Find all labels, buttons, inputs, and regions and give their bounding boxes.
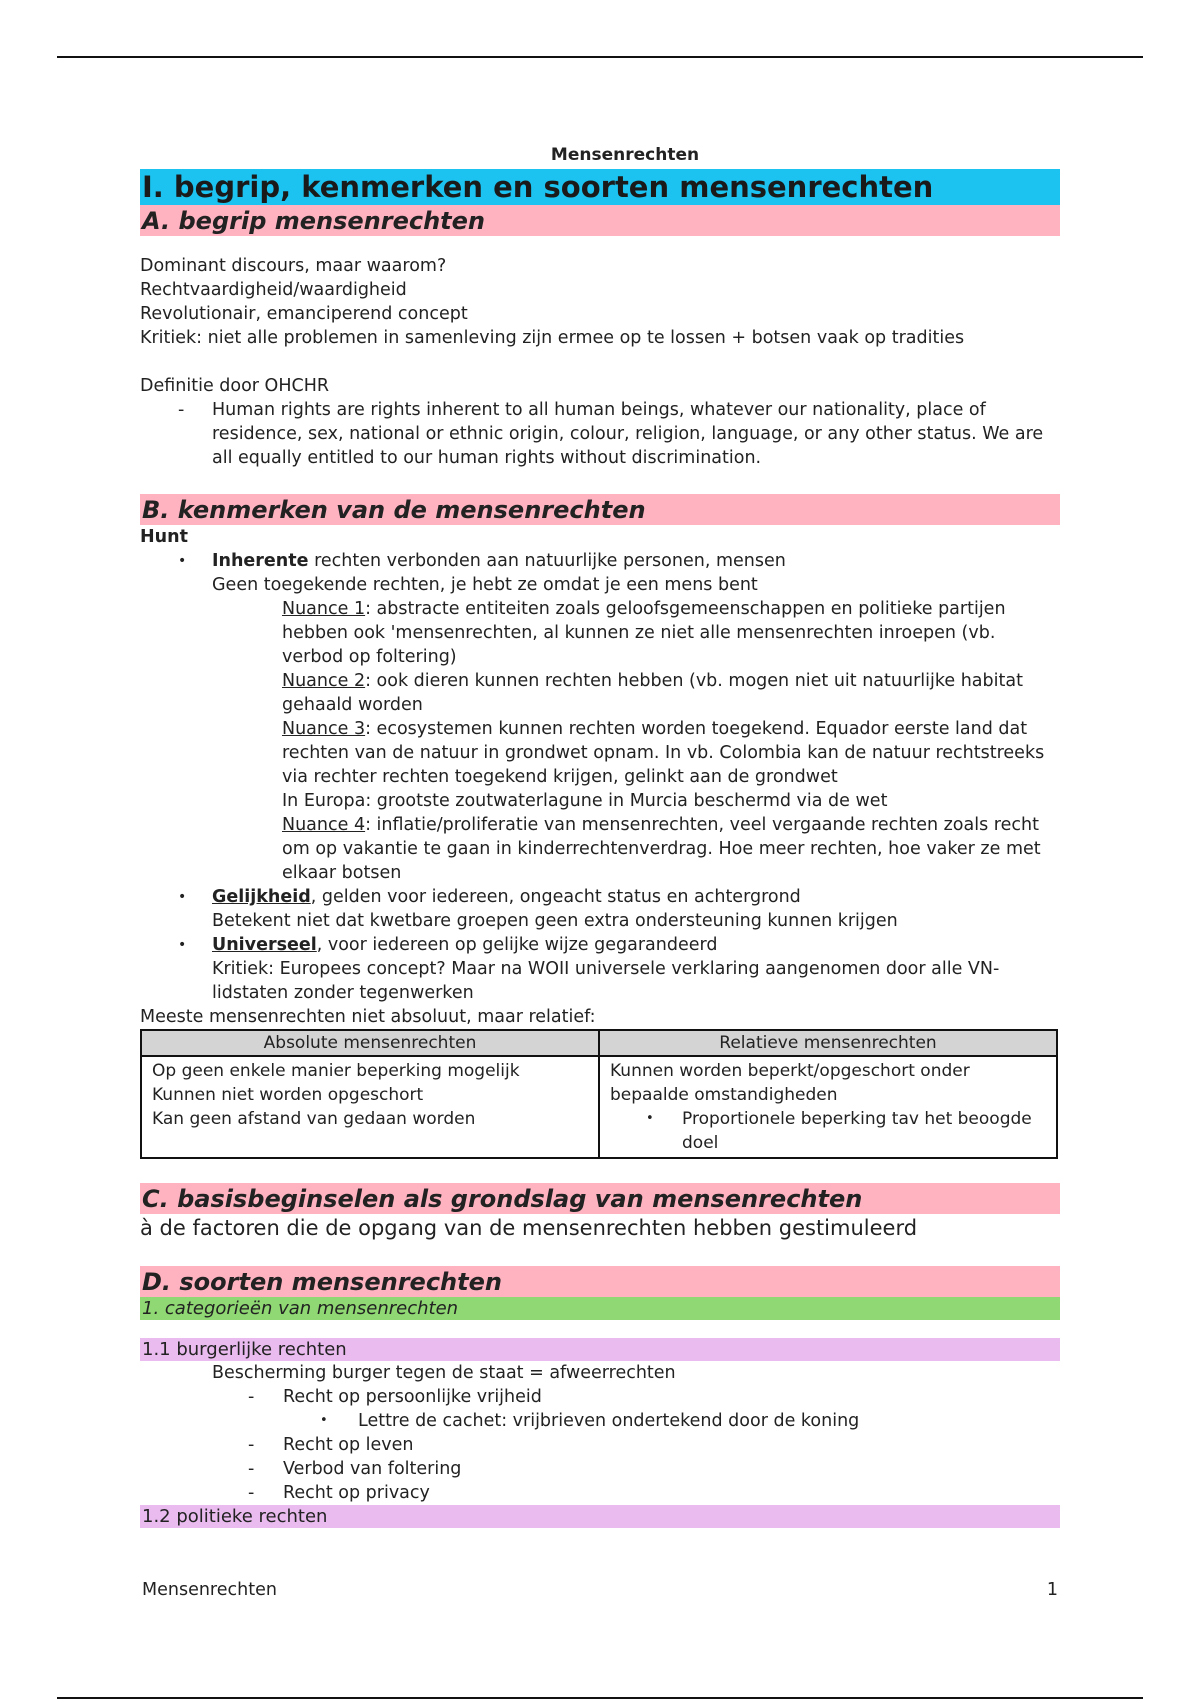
term-inherent: Inherente — [212, 551, 309, 571]
cell-bullet-text: Proportionele beperking tav het beoogde doel — [682, 1109, 1032, 1153]
subsection-heading: 1. categorieën van mensenrechten — [140, 1297, 1060, 1320]
civil-right-text: Recht op privacy — [283, 1483, 430, 1503]
term-universal: Universeel — [212, 935, 317, 955]
term-description: , voor iedereen op gelijke wijze gegarandeerd — [316, 935, 718, 955]
definition-label: Definitie door OHCHR — [140, 376, 330, 396]
source-label: Hunt — [140, 527, 188, 547]
bullet-marker: • — [178, 553, 187, 569]
nuance-text: : inflatie/proliferatie van mensenrechten, veel vergaande rechten zoals recht om op vakantie te gaan in kinderrechtenverdrag. Hoe meer rechten, hoe vaker ze met elkaar botsen — [282, 815, 1041, 883]
civil-right-item — [140, 1385, 1060, 1409]
table-cell-relative — [599, 1056, 1057, 1158]
civil-right-text: Recht op persoonlijke vrijheid — [283, 1387, 542, 1407]
paragraph-line: Dominant discours, maar waarom? — [140, 256, 447, 276]
bullet-marker: • — [646, 1111, 654, 1126]
nuance-label: Nuance 1 — [282, 599, 366, 619]
inherent-sub: Geen toegekende rechten, je hebt ze omdat je een mens bent — [212, 575, 758, 595]
civil-right-item — [140, 1481, 1060, 1505]
list-item-universal — [140, 933, 1060, 957]
list-item-inherent — [140, 549, 1060, 573]
section-d-heading: D. soorten mensenrechten — [140, 1266, 1060, 1297]
page-footer — [142, 1580, 1058, 1600]
definition-item — [140, 398, 1060, 470]
paragraph-line: Kritiek: niet alle problemen in samenleving zijn ermee op te lossen + botsen vaak op tradities — [140, 328, 965, 348]
table-header-row — [141, 1030, 1057, 1056]
term-equality: Gelijkheid — [212, 887, 311, 907]
section-c-text: à de factoren die de opgang van de mensenrechten hebben gestimuleerd — [140, 1216, 918, 1240]
relative-intro: Meeste mensenrechten niet absoluut, maar relatief: — [140, 1007, 596, 1027]
bullet-marker: • — [320, 1413, 328, 1428]
civil-right-item — [140, 1457, 1060, 1481]
bottom-rule — [57, 1697, 1143, 1699]
dash-marker: - — [178, 400, 185, 420]
dash-marker: - — [248, 1459, 255, 1479]
nuance-text: : ecosystemen kunnen rechten worden toegekend. Equador eerste land dat rechten van de natuur in grondwet opnam. In vb. Colombia kan de natuur rechtstreeks via rechter rechten toegekend krijgen, gelinkt aan de grondwet — [282, 719, 1045, 787]
table-header-relative: Relatieve mensenrechten — [599, 1030, 1057, 1056]
cell-bullet-item — [610, 1107, 1046, 1155]
civil-intro: Bescherming burger tegen de staat = afweerrechten — [212, 1363, 676, 1383]
nuance-1 — [140, 597, 1060, 669]
civil-right-subtext: Lettre de cachet: vrijbrieven ondertekend door de koning — [358, 1411, 860, 1431]
document-page — [140, 143, 1060, 1528]
paragraph-line: Revolutionair, emanciperend concept — [140, 304, 468, 324]
civil-right-subitem — [140, 1409, 1060, 1433]
paragraph-line: Rechtvaardigheid/waardigheid — [140, 280, 407, 300]
civil-right-text: Recht op leven — [283, 1435, 414, 1455]
chapter-heading: I. begrip, kenmerken en soorten mensenrechten — [140, 169, 1060, 205]
nuance-label: Nuance 4 — [282, 815, 366, 835]
nuance-label: Nuance 2 — [282, 671, 366, 691]
dash-marker: - — [248, 1387, 255, 1407]
footer-title: Mensenrechten — [142, 1580, 277, 1600]
section-b-heading: B. kenmerken van de mensenrechten — [140, 494, 1060, 525]
section-c-heading: C. basisbeginselen als grondslag van mensenrechten — [140, 1183, 1060, 1214]
civil-right-text: Verbod van foltering — [283, 1459, 462, 1479]
subsubsection-heading-political: 1.2 politieke rechten — [140, 1505, 1060, 1528]
civil-right-item — [140, 1433, 1060, 1457]
definition-text: Human rights are rights inherent to all human beings, whatever our nationality, place of residence, sex, national or ethnic origin, colour, religion, language, or any other status. We are all equally entitled to our human rights without discrimination. — [212, 400, 1044, 468]
nuance-2 — [140, 669, 1060, 717]
bullet-marker: • — [178, 937, 187, 953]
dash-marker: - — [248, 1483, 255, 1503]
cell-line: Kunnen niet worden opgeschort — [152, 1085, 424, 1105]
subsubsection-heading-civil: 1.1 burgerlijke rechten — [140, 1338, 1060, 1361]
page-number: 1 — [1046, 1580, 1058, 1600]
document-title: Mensenrechten — [550, 145, 700, 165]
equality-sub: Betekent niet dat kwetbare groepen geen extra ondersteuning kunnen krijgen — [212, 911, 898, 931]
table-cell-absolute — [141, 1056, 599, 1158]
nuance-text: : abstracte entiteiten zoals geloofsgemeenschappen en politieke partijen hebben ook 'mensenrechten, al kunnen ze niet alle mensenrechten inroepen (vb. verbod op foltering) — [282, 599, 1006, 667]
rights-comparison-table — [140, 1029, 1058, 1159]
dash-marker: - — [248, 1435, 255, 1455]
nuance-text: : ook dieren kunnen rechten hebben (vb. mogen niet uit natuurlijke habitat gehaald worden — [282, 671, 1023, 715]
section-a-heading: A. begrip mensenrechten — [140, 205, 1060, 236]
cell-line: Kan geen afstand van gedaan worden — [152, 1109, 476, 1129]
table-header-absolute: Absolute mensenrechten — [141, 1030, 599, 1056]
list-item-equality — [140, 885, 1060, 909]
term-description: , gelden voor iedereen, ongeacht status en achtergrond — [310, 887, 801, 907]
nuance-4 — [140, 813, 1060, 885]
bullet-marker: • — [178, 889, 187, 905]
nuance-3 — [140, 717, 1060, 789]
cell-line: Kunnen worden beperkt/opgeschort onder bepaalde omstandigheden — [610, 1061, 970, 1105]
nuance-label: Nuance 3 — [282, 719, 366, 739]
top-rule — [57, 56, 1143, 58]
cell-line: Op geen enkele manier beperking mogelijk — [152, 1061, 520, 1081]
table-row — [141, 1056, 1057, 1158]
europe-note: In Europa: grootste zoutwaterlagune in Murcia beschermd via de wet — [282, 791, 888, 811]
universal-sub: Kritiek: Europees concept? Maar na WOII universele verklaring aangenomen door alle VN-lidstaten zonder tegenwerken — [212, 959, 1000, 1003]
term-description: rechten verbonden aan natuurlijke personen, mensen — [308, 551, 786, 571]
